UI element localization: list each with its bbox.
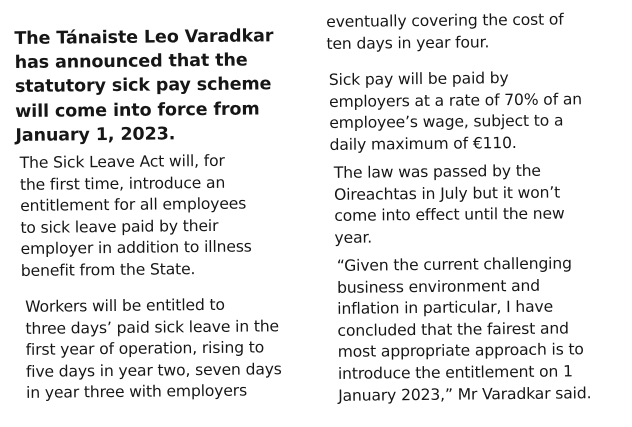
paragraph-sick-pay-rate — [329, 67, 583, 156]
text-line: The Sick Leave Act will, for — [19, 151, 225, 172]
headline-line: January 1, 2023. — [15, 124, 176, 146]
text-line: introduce the entitlement on 1 — [337, 362, 573, 383]
text-line: daily maximum of €110. — [329, 133, 517, 154]
headline-line: The Tánaiste Leo Varadkar — [14, 26, 274, 49]
text-line: eventually covering the cost of — [326, 10, 564, 31]
text-line: three days’ paid sick leave in the — [25, 316, 280, 338]
text-line: business environment and — [336, 276, 541, 297]
paragraph-varadkar-quote — [337, 253, 592, 407]
headline-line: has announced that the — [14, 50, 248, 74]
text-line: ten days in year four. — [326, 32, 490, 53]
text-line: entitlement for all employees — [20, 194, 247, 216]
text-line: in year three with employers — [26, 381, 248, 403]
text-line: most appropriate approach is to — [337, 340, 584, 362]
text-line: The law was passed by the — [333, 161, 541, 182]
headline-line: will come into force from — [15, 99, 260, 122]
text-line: the first time, introduce an — [19, 173, 226, 194]
paragraph-workers-entitlement — [25, 294, 282, 405]
text-line: concluded that the fairest and — [337, 319, 569, 340]
text-line: inflation in particular, I have — [337, 297, 554, 319]
text-line: five days in year two, seven days — [25, 359, 282, 381]
text-line: to sick leave paid by their — [20, 216, 219, 237]
headline-line: statutory sick pay scheme — [14, 74, 272, 98]
text-line: come into effect until the new — [334, 204, 565, 226]
text-line: “Given the current challenging — [336, 254, 572, 275]
paragraph-continuation — [326, 10, 564, 56]
paragraph-law-passed — [334, 161, 565, 250]
text-line: Workers will be entitled to — [25, 295, 225, 316]
text-line: first year of operation, rising to — [25, 338, 265, 360]
text-line: benefit from the State. — [20, 260, 196, 280]
text-line: employer in addition to illness — [20, 237, 252, 259]
text-line: employers at a rate of 70% of an — [328, 89, 583, 111]
text-line: employee’s wage, subject to a — [329, 111, 564, 133]
text-line: Oireachtas in July but it won’t — [333, 183, 561, 204]
paragraph-sick-leave-act — [20, 151, 252, 283]
text-line: January 2023,” Mr Varadkar said. — [338, 383, 592, 405]
text-line: year. — [334, 228, 373, 247]
text-line: Sick pay will be paid by — [328, 69, 509, 89]
article-headline — [14, 24, 274, 148]
